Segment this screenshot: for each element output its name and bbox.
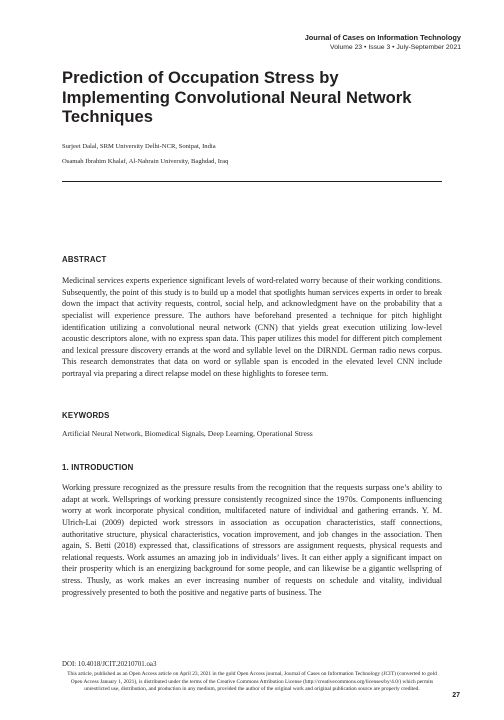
abstract-text: Medicinal services experts experience significant levels of word-related worry because of their working conditions. Subsequently, the point of this study is to build up a model that spotlights human services experts in order to break down the impact that activity requests, control, social help, and acknowledgment have on the probability that a specialist will experience pressure. The authors have beforehand presented a technique for pitch highlight identification utilizing a convolutional neural network (CNN) that yields great execution utilizing low-level acoustic descriptors alone, with no express span data. This paper utilizes this model for different pitch complement and lexical pressure discovery errands at the word and syllable level on the DIRNDL German radio news corpus. This research demonstrates that data on word or syllable span is encoded in the elevated level CNN include portrayal via preparing a direct relapse model on these highlights to foresee term. [62,276,442,378]
author-affiliation: Surjeet Dalal, SRM University Delhi-NCR, Sonipat, India [62,143,216,150]
keywords-heading: KEYWORDS [62,411,110,420]
abstract-heading: ABSTRACT [62,255,107,264]
doi-link[interactable]: DOI: 10.4018/JCIT.20210701.oa3 [62,661,157,668]
introduction-heading: 1. INTRODUCTION [62,463,134,472]
page-number: 27 [452,692,460,699]
journal-name: Journal of Cases on Information Technology [304,33,461,42]
journal-header [305,33,461,53]
article-title: Prediction of Occupation Stress by Implementing Convolutional Neural Network Techniques [62,68,412,126]
author-affiliation: Osamah Ibrahim Khalaf, Al-Nahrain University, Baghdad, Iraq [62,158,229,165]
introduction-text: Working pressure recognized as the pressure results from the recognition that the requests surpass one’s ability to adapt at work. Wellsprings of working pressure consistently recognized since the 1970s. Components influencing worry at work incorporate physical condition, multifaceted nature of individual and gathering errands. Y. M. Ulrich-Lai (2009) depicted work stressors in association as occupation characteristics, staff connections, authoritative structure, physical characteristics, vocation improvement, and job changes in the association. Then again, S. Betti (2018) expressed that, classifications of stressors are assignment requests, physical requests and relational requests. Work assumes an amazing job in individuals’ lives. It can either apply a significant impact on their prosperity which is an energizing background for some people, and can likewise be a gigantic wellspring of stress. Thusly, as work makes an ever increasing number of requests on schedule and vitality, individual progressively presented to both the positive and negative parts of business. The [62,483,442,597]
divider [62,181,442,182]
license-notice: This article, published as an Open Access article on April 23, 2021 in the gold Open Access journal, Journal of Cases on Information Technology (JCIT) (converted to gold Open Access January 1, 2021), is distributed under the terms of the Creative Commons Attribution License (http://creativecommons.org/licenses/by/4.0/) which permits unrestricted use, distribution, and production in any medium, provided the author of the original work and original publication source are properly credited. [67,671,437,692]
keywords-text: Artificial Neural Network, Biomedical Signals, Deep Learning, Operational Stress [62,429,313,438]
journal-issue: Volume 23 • Issue 3 • July-September 2021 [330,44,461,51]
